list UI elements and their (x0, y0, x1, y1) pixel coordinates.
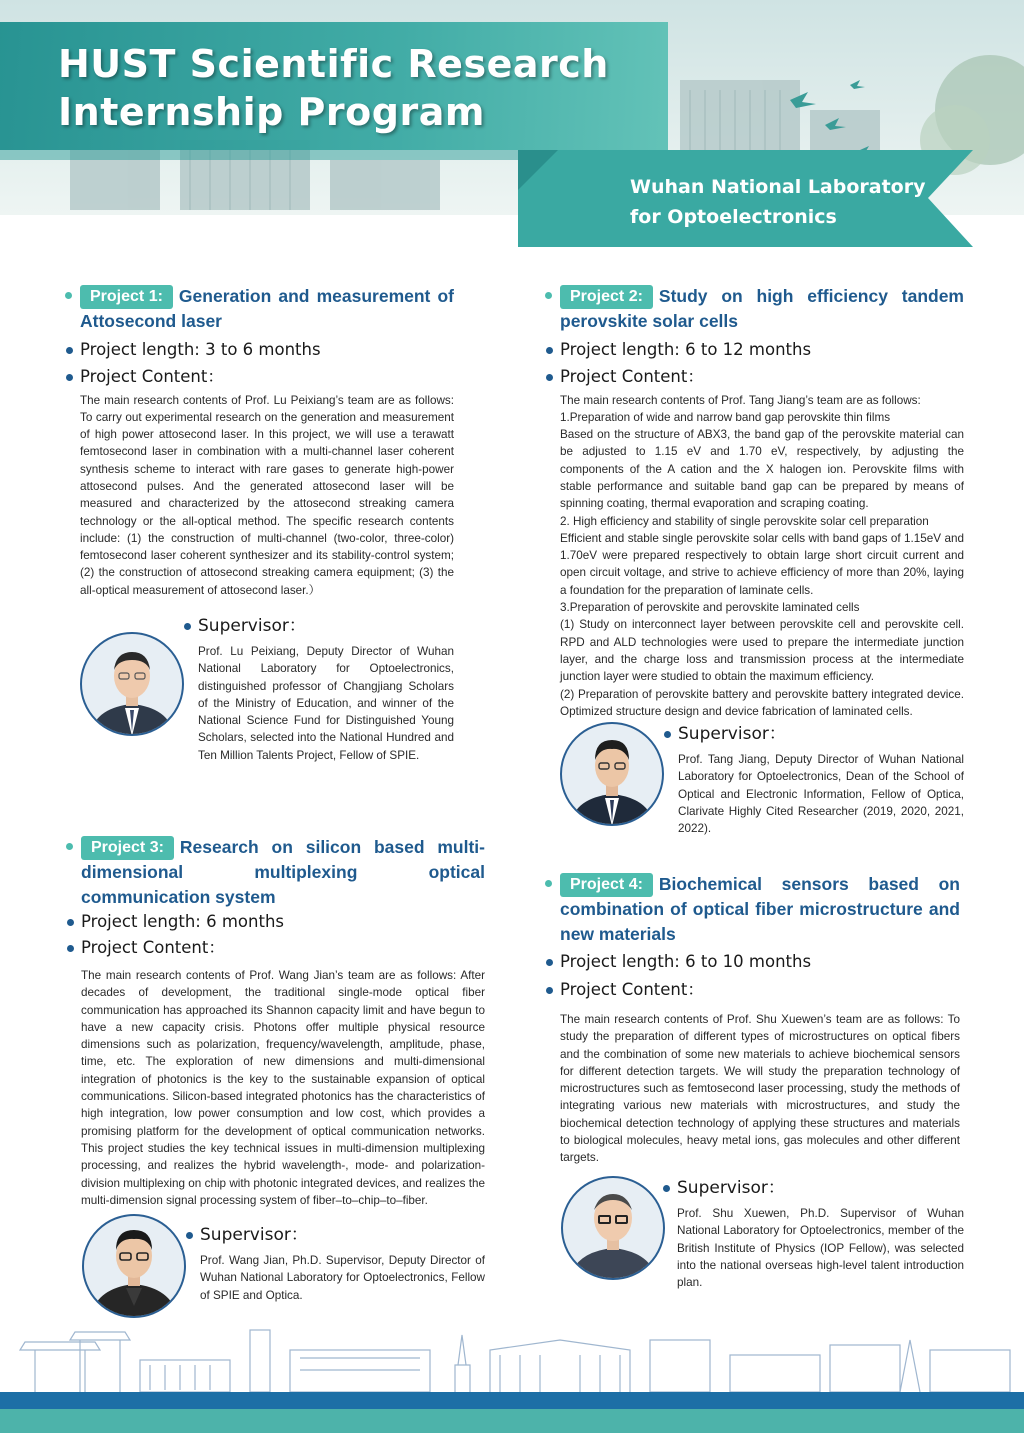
avatar-tang-jiang (560, 722, 664, 826)
colon: ： (767, 1178, 785, 1198)
supervisor-heading (198, 613, 454, 639)
supervisor-4 (677, 1175, 964, 1291)
bullet-icon (664, 731, 671, 738)
supervisor-label: Supervisor (200, 1225, 291, 1245)
colon: ： (208, 938, 225, 957)
footer-blue-strip (0, 1392, 1024, 1409)
bullet-icon (67, 945, 74, 952)
header-banner (0, 0, 1024, 250)
supervisor-heading (677, 1175, 964, 1201)
footer-campus-skyline (0, 1310, 1024, 1433)
project-content-heading (560, 364, 964, 390)
bullet-icon (65, 292, 72, 299)
supervisor-label: Supervisor (198, 616, 289, 636)
project-length-value: 3 to 6 months (205, 339, 321, 359)
campus-skyline-illustration (0, 1310, 1024, 1395)
project-length-value: 6 to 10 months (685, 952, 812, 971)
project-4 (560, 872, 960, 1167)
content-label: Project Content (560, 980, 688, 999)
bullet-icon (546, 374, 553, 381)
bullet-icon (186, 1232, 193, 1239)
project-title: Study on high efficiency tandem perovskite solar cells (560, 286, 964, 331)
project-length-label: Project length: (560, 952, 686, 971)
project-heading (560, 872, 960, 946)
supervisor-heading (678, 721, 964, 747)
project-length (560, 337, 964, 363)
project-tag: Project 2: (560, 285, 653, 309)
avatar-lu-peixiang (80, 632, 184, 736)
colon: ： (768, 724, 786, 744)
project-length (80, 337, 454, 363)
supervisor-3 (200, 1222, 485, 1304)
bullet-icon (545, 880, 552, 887)
project-length-value: 6 to 12 months (685, 339, 812, 359)
avatar-shu-xuewen (561, 1176, 665, 1280)
project-content-heading (560, 977, 960, 1003)
bullet-icon (546, 987, 553, 994)
supervisor-label: Supervisor (678, 724, 769, 744)
supervisor-heading (200, 1222, 485, 1248)
bullet-icon (66, 843, 73, 850)
colon: ： (207, 366, 224, 386)
supervisor-label: Supervisor (677, 1178, 768, 1198)
bullet-icon (546, 959, 553, 966)
project-content: The main research contents of Prof. Shu Xuewen’s team are as follows: To study the preparation of different types of microstructures on optical fibers and the combination of some new materials to achieve biochemical sensors for different detection targets. We will study the preparation technology of microstructures such as femtosecond laser processing, study the methods of integrating various new materials with microstructures, and study the biochemical detection technology of applying these structures and materials to biological molecules, heavy metal ions, gas molecules and other different targets. (560, 1013, 960, 1165)
bullet-icon (546, 347, 553, 354)
bullet-icon (663, 1185, 670, 1192)
project-1 (80, 284, 454, 599)
supervisor-bio: Prof. Shu Xuewen, Ph.D. Supervisor of Wuhan National Laboratory for Optoelectronics, member of the British Institute of Physics (IOP Fellow), was selected into the national overseas high-level talent introduction plan. (677, 1207, 964, 1290)
project-content: The main research contents of Prof. Lu Peixiang’s team are as follows: To carry out experimental research on the generation and measurement of high power attosecond laser. In this project, we will use a terawatt femtosecond laser in combination with a multi-channel laser coherent synthesis scheme to interact with rare gases to generate high-power attosecond pulses. And the generated attosecond laser will be measured and characterized by the attosecond streaking camera technology or the all-optical method. The specific research contents include: (1) the construction of multi-channel (two-color, three-color) femtosecond laser coherent synthesizer and its stability-control system; (2) the construction of attosecond streaking camera equipment; (3) the all-optical measurement of attosecond laser.） (80, 393, 454, 597)
lab-name: Wuhan National Laboratory for Optoelectronics (630, 176, 926, 228)
bullet-icon (67, 919, 74, 926)
colon: ： (687, 366, 704, 386)
project-title: Research on silicon based multi-dimensional multiplexing optical communication system (81, 837, 485, 907)
supervisor-1 (198, 613, 454, 764)
supervisor-bio: Prof. Tang Jiang, Deputy Director of Wuhan National Laboratory for Optoelectronics, Dean of the School of Optical and Electronic Information, Fellow of Optica, Clarivate Highly Cited Researcher (2019, 2020, 2021, 2022). (678, 753, 964, 836)
project-heading (81, 835, 485, 909)
content-label: Project Content (560, 366, 688, 386)
project-heading (560, 284, 964, 334)
project-heading (80, 284, 454, 334)
project-tag: Project 1: (80, 285, 173, 309)
project-content: The main research contents of Prof. Tang Jiang’s team are as follows: 1.Preparation of wide and narrow band gap perovskite thin films Based on the structure of ABX3, the band gap of the perovskite material can be adjusted to 1.15 eV and 1.70 eV, respectively, by adjusting the components of the A cation and the X halogen ion. Perovskite films with stable performance and suitable band gap can be prepared by means of spinning coating, thermal evaporation and scraping coating. 2. High efficiency and stability of single perovskite solar cell preparation Efficient and stable single perovskite solar cells with band gaps of 1.15eV and 1.70eV were prepared respectively to obtain large short circuit current and open circuit voltage, and strive to achieve efficiency of more than 20%, laying a foundation for the preparation of laminate cells. 3.Preparation of perovskite and perovskite laminated cells (1) Study on interconnect layer between perovskite cell and perovskite cell. RPD and ALD technologies were used to prepare the intermediate junction layer, and the charge loss and transmission process at the intermediate junction layer were studied to obtain the maximum efficiency. (2) Preparation of perovskite battery and perovskite battery integrated device. Optimized structure design and device fabrication of laminated cells. (560, 393, 964, 718)
project-2 (560, 284, 964, 720)
project-3 (81, 835, 485, 1209)
project-title: Biochemical sensors based on combination of optical fiber microstructure and new materials (560, 874, 960, 944)
content-label: Project Content (81, 938, 209, 957)
supervisor-bio: Prof. Wang Jian, Ph.D. Supervisor, Deputy Director of Wuhan National Laboratory for Optoelectronics, Fellow of SPIE and Optica. (200, 1254, 485, 1302)
project-length-label: Project length: (560, 339, 686, 359)
project-length (560, 949, 960, 975)
project-length-label: Project length: (80, 339, 206, 359)
project-length (81, 909, 485, 935)
project-length-value: 6 months (206, 912, 285, 931)
colon: ： (288, 616, 306, 636)
bullet-icon (66, 347, 73, 354)
project-content: The main research contents of Prof. Wang Jian’s team are as follows: After decades of development, the traditional single-mode optical fiber communication has approached its Shannon capacity limit and have begun to have a new capacity crisis. Photons offer multiple physical resource dimensions such as polarization, frequency/wavelength, amplitude, phase, time, etc. The exploration of new dimensions and multi-dimensional integration of photonics is the key to the sustainable expansion of optical communications. Silicon-based integrated photonics has the characteristics of high integration, low power consumption and low cost, which provides a promising platform for the development of optical communication networks. This project studies the key technical issues in multi-dimension multiplexing processing, and realizes the hybrid wavelength-, mode- and polarization-division multiplexing on chip with photonic integrated devices, and realizes the multi-dimension signal processing system of fiber–to–chip–to–fiber. (81, 969, 485, 1207)
bullet-icon (66, 374, 73, 381)
page-title: HUST Scientific Research Internship Program (58, 42, 609, 134)
project-title: Generation and measurement of Attosecond laser (80, 286, 454, 331)
bullet-icon (545, 292, 552, 299)
supervisor-2 (678, 721, 964, 837)
project-content-heading (80, 364, 454, 390)
project-content-heading (81, 935, 485, 961)
supervisor-bio: Prof. Lu Peixiang, Deputy Director of Wuhan National Laboratory for Optoelectronics, distinguished professor of Changjiang Scholars of the Ministry of Education, and winner of the National Science Fund for Distinguished Young Scholars, selected into the National Hundred and Ten Million Talents Project, Fellow of SPIE. (198, 645, 454, 762)
footer-teal-strip (0, 1409, 1024, 1433)
content-label: Project Content (80, 366, 208, 386)
project-tag: Project 4: (560, 873, 653, 897)
colon: ： (290, 1225, 308, 1245)
colon: ： (687, 980, 704, 999)
bullet-icon (184, 623, 191, 630)
avatar-wang-jian (82, 1214, 186, 1318)
project-tag: Project 3: (81, 836, 174, 860)
project-length-label: Project length: (81, 912, 207, 931)
